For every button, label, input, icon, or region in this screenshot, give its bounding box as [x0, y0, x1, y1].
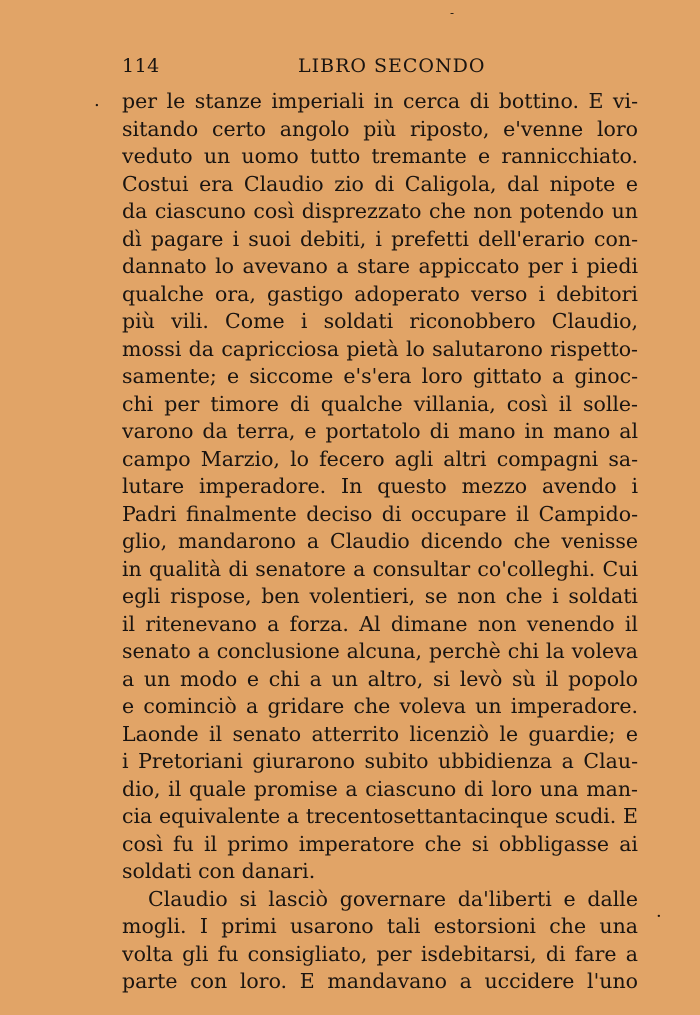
text-line: a un modo e chi a un altro, si levò sù il popolo — [122, 666, 638, 691]
page-header — [122, 55, 638, 81]
text-line: chi per timore di qualche villania, così il solle- — [122, 391, 638, 416]
margin-mark-top: - — [450, 6, 455, 20]
text-line: lutare imperadore. In questo mezzo avendo i — [122, 474, 638, 498]
text-line: samente; e siccome e's'era loro gittato a ginoc- — [122, 364, 638, 388]
text-line: egli rispose, ben volentieri, se non che i soldati — [122, 584, 638, 608]
text-line: Laonde il senato atterrito licenziò le guardie; e — [122, 721, 638, 746]
text-line: più vili. Come i soldati riconobbero Claudio, — [122, 309, 638, 333]
text-line: volta gli fu consigliato, per isdebitarsi, di fare a — [122, 941, 638, 966]
text-line: dì pagare i suoi debiti, i prefetti dell'erario con- — [122, 226, 638, 251]
margin-mark-right: · — [656, 906, 662, 927]
text-line: e cominciò a gridare che voleva un imperadore. — [122, 694, 638, 718]
text-line: il ritenevano a forza. Al dimane non venendo il — [122, 611, 638, 636]
text-line: per le stanze imperiali in cerca di bottino. E vi- — [122, 89, 638, 113]
text-line: parte con loro. E mandavano a uccidere l'uno — [122, 969, 638, 993]
text-line: qualche ora, gastigo adoperato verso i debitori — [122, 281, 638, 306]
text-line: Costui era Claudio zio di Caligola, dal nipote e — [122, 171, 638, 196]
text-line: campo Marzio, lo fecero agli altri compagni sa- — [122, 446, 638, 471]
paragraph-end-line: soldati con danari. — [122, 859, 316, 883]
running-title: LIBRO SECONDO — [298, 55, 486, 77]
paragraph-start-line: Claudio si lasciò governare da'liberti e dalle — [148, 886, 638, 911]
text-line: i Pretoriani giurarono subito ubbidienza a Clau- — [122, 749, 638, 773]
page-number: 114 — [122, 55, 160, 77]
text-line: dannato lo avevano a stare appiccato per i piedi — [122, 254, 638, 278]
text-line: sitando certo angolo più riposto, e'venne loro — [122, 116, 638, 141]
text-line: così fu il primo imperatore che si obbligasse ai — [122, 831, 638, 856]
body-text — [122, 88, 638, 996]
text-line: glio, mandarono a Claudio dicendo che venisse — [122, 529, 638, 553]
margin-mark-left: . — [94, 90, 100, 111]
text-line: mossi da capricciosa pietà lo salutarono rispetto- — [122, 336, 638, 361]
text-line: cia equivalente a trecentosettantacinque scudi. E — [122, 804, 638, 828]
text-line: varono da terra, e portatolo di mano in mano al — [122, 419, 638, 443]
text-line: Padri finalmente deciso di occupare il Campido- — [122, 501, 638, 526]
text-line: veduto un uomo tutto tremante e rannicchiato. — [122, 144, 638, 168]
text-line: dio, il quale promise a ciascuno di loro una man- — [122, 776, 638, 801]
text-line: senato a conclusione alcuna, perchè chi la voleva — [122, 639, 638, 663]
text-line: mogli. I primi usarono tali estorsioni che una — [122, 914, 638, 938]
text-line: da ciascuno così disprezzato che non potendo un — [122, 199, 638, 223]
text-line: in qualità di senatore a consultar co'colleghi. Cui — [122, 556, 638, 581]
